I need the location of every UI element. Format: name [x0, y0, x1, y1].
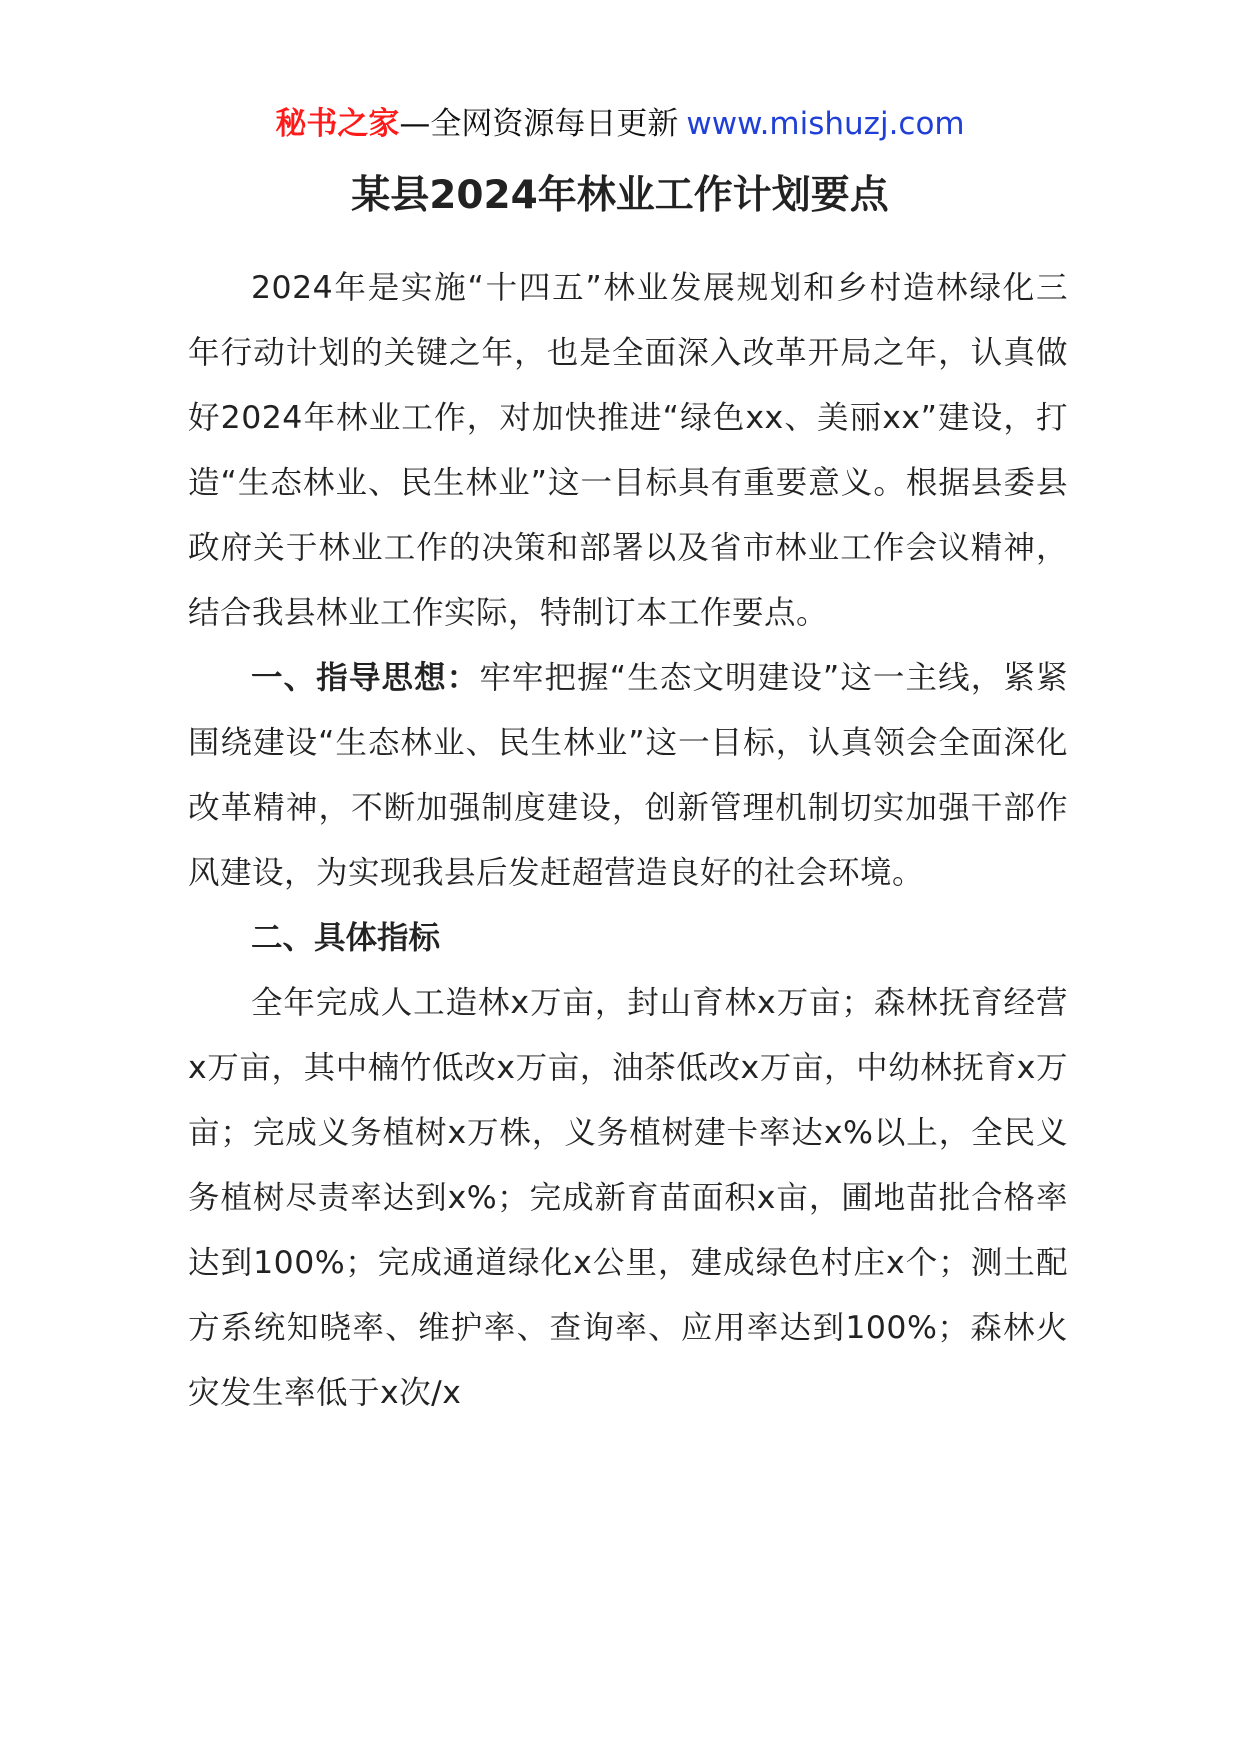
site-url-link[interactable]: www.mishuzj.com	[686, 106, 965, 142]
indicators-paragraph: 全年完成人工造林x万亩，封山育林x万亩；森林抚育经营x万亩，其中楠竹低改x万亩，油茶低改x万亩，中幼林抚育x万亩；完成义务植树x万株，义务植树建卡率达x%以上，全民义务植树尽责率达到x%；完成新育苗面积x亩，圃地苗批合格率达到100%；完成通道绿化x公里，建成绿色村庄x个；测土配方系统知晓率、维护率、查询率、应用率达到100%；森林火灾发生率低于x次/x	[188, 985, 1068, 1411]
intro-paragraph: 2024年是实施“十四五”林业发展规划和乡村造林绿化三年行动计划的关键之年，也是全面深入改革开局之年，认真做好2024年林业工作，对加快推进“绿色xx、美丽xx”建设，打造“生态林业、民生林业”这一目标具有重要意义。根据县委县政府关于林业工作的决策和部署以及省市林业工作会议精神，结合我县林业工作实际，特制订本工作要点。	[188, 270, 1068, 631]
indicators-heading: 二、具体指标	[251, 920, 441, 956]
site-header	[0, 102, 1240, 146]
document-title: 某县2024年林业工作计划要点	[351, 173, 889, 218]
guiding-text: 牢牢把握“生态文明建设”这一主线，紧紧围绕建设“生态林业、民生林业”这一目标，认真领会全面深化改革精神，不断加强制度建设，创新管理机制切实加强干部作风建设，为实现我县后发赶超营造良好的社会环境。	[188, 660, 1069, 891]
site-brand: 秘书之家	[275, 106, 400, 142]
document-body	[188, 256, 1068, 1426]
guiding-heading: 一、指导思想：	[251, 660, 480, 696]
guiding-paragraph	[188, 646, 1068, 906]
site-slogan: —全网资源每日更新	[399, 106, 679, 142]
